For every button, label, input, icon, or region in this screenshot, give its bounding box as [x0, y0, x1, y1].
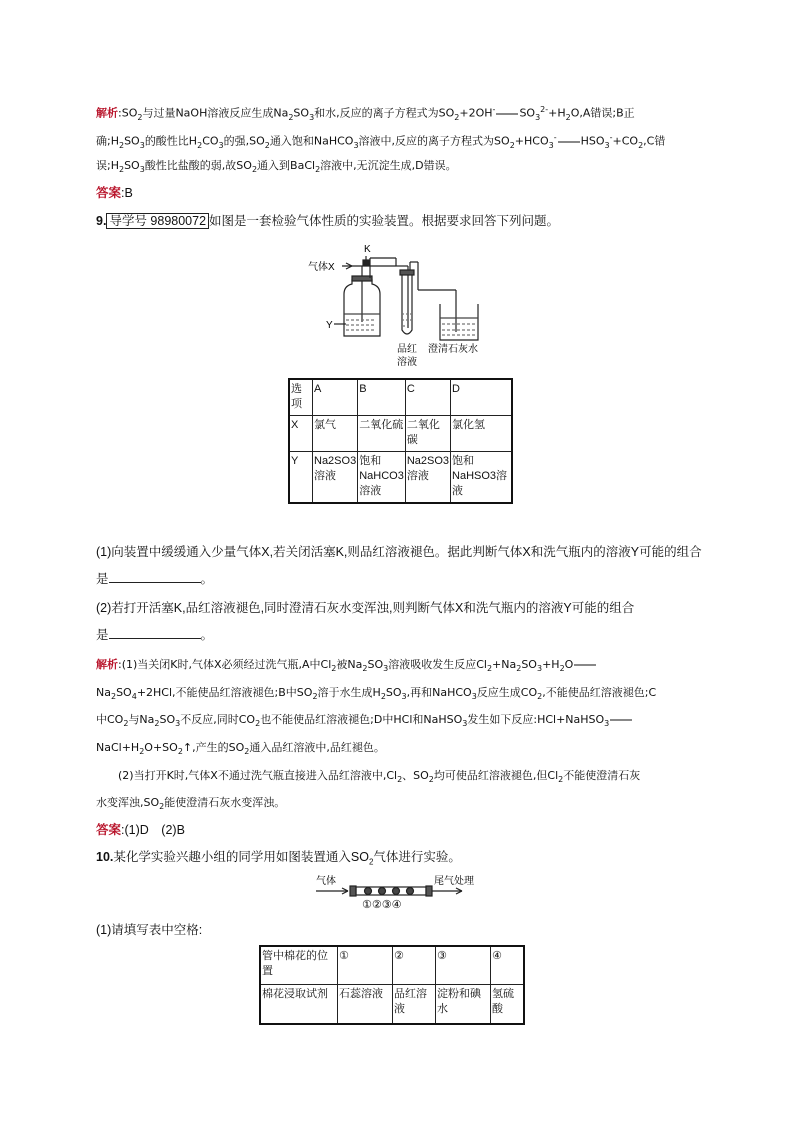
gas-test-apparatus-figure: [300, 238, 500, 370]
analysis-label: 解析: [96, 658, 118, 671]
q9-sub-1: [96, 544, 702, 560]
q10-sub-1: [96, 922, 202, 938]
sub-question-text: 。: [200, 628, 214, 642]
answer-blank[interactable]: [109, 571, 201, 583]
table-cell: X: [289, 415, 313, 451]
table-cell: 氯气: [313, 415, 358, 451]
equals-arrow-icon: [496, 113, 518, 115]
valve-k-label: K: [364, 244, 371, 255]
sub-question-text: 。: [200, 572, 214, 586]
table-cell: 管中棉花的位置: [260, 946, 338, 984]
question-10-stem: 10.某化学实验兴趣小组的同学用如图装置通入$SO_2$气体进行实验。: [96, 850, 461, 867]
table-cell: 饱和NaHCO3溶液: [358, 451, 406, 503]
analysis-1-line-3: 误$;H_2SO_3$酸性比盐酸的弱,故$SO_2$通入到BaCl$_2$溶液中,无沉淀生成,D错误。: [96, 159, 457, 175]
table-cell: 氢硫酸: [491, 984, 525, 1024]
table-cell: 选项: [289, 379, 313, 415]
lime-water-label: 澄清石灰水: [428, 344, 478, 355]
analysis-2-line-5: (2)当打开K时,气体X不通过洗气瓶直接进入品红溶液中$,Cl_2$、$SO_2$均可使品红溶液褪色,但$Cl_2$不能使澄清石灰: [118, 769, 641, 785]
guide-tag: 导学号 98980072: [106, 213, 209, 229]
question-9-stem: [96, 213, 559, 229]
q9-sub-1-answer: [96, 571, 213, 587]
pinhong-label: 品红: [397, 344, 417, 355]
answer-1: [96, 185, 133, 201]
analysis-2-line-2: $Na_2SO_4+2HCl$,不能使品红溶液褪色;B中$SO_2$溶于水生成$H_2SO_3$,再和NaHCO$_3$反应生成$CO_2$,不能使品红溶液褪色;C: [96, 686, 657, 702]
sub-question-text: (2)若打开活塞K,品红溶液褪色,同时澄清石灰水变浑浊,则判断气体X和洗气瓶内的溶液Y可能的组合: [96, 601, 635, 615]
table-cell: A: [313, 379, 358, 415]
answer-label: 答案: [96, 823, 122, 837]
table-cell: Y: [289, 451, 313, 503]
answer-value: :(1)D (2)B: [121, 823, 185, 837]
table-cell: 石蕊溶液: [338, 984, 393, 1024]
table-cell: ②: [393, 946, 436, 984]
equals-arrow-icon: [610, 719, 632, 721]
question-number: 10.: [96, 850, 114, 864]
table-cell: C: [405, 379, 450, 415]
y-label: Y: [326, 320, 333, 331]
equals-arrow-icon: [558, 141, 580, 143]
answer-label: 答案: [96, 186, 122, 200]
answer-2: [96, 822, 185, 838]
position-labels: ①②③④: [362, 898, 402, 911]
equals-arrow-icon: [574, 664, 596, 666]
tail-gas-label: 尾气处理: [434, 876, 474, 887]
analysis-2-line-1: 解析:(1)当关闭K时,气体X必须经过洗气瓶,A中$Cl_2$被$Na_2SO_3$溶液吸收发生反应$Cl_2+Na_2SO_3+H_2O$: [96, 657, 597, 677]
table-cell: 饱和NaHSO3溶液: [451, 451, 513, 503]
sub-question-text: (1)向装置中缓缓通入少量气体X,若关闭活塞K,则品红溶液褪色。据此判断气体X和洗气瓶内的溶液Y可能的组合: [96, 545, 702, 559]
sub-question-text: 是: [96, 572, 109, 586]
q9-sub-2: [96, 600, 634, 616]
sub-question-text: (1)请填写表中空格:: [96, 923, 203, 937]
analysis-1-line-1: 解析$:SO_2$与过量NaOH溶液反应生成$Na_2SO_3$和水,反应的离子方程式为$SO_2+2OH^-$ $SO_3^{2-}+H_2O,A$错误;B正: [96, 105, 635, 122]
analysis-2-line-3: 中$CO_2$与$Na_2SO_3$不反应,同时$CO_2$也不能使品红溶液褪色;D中HCl和NaHSO$_3$发生如下反应:HCl+NaHSO$_3$: [96, 712, 633, 732]
q9-sub-2-answer: [96, 627, 213, 643]
question-text: 如图是一套检验气体性质的实验装置。根据要求回答下列问题。: [209, 214, 560, 228]
table-cell: 棉花浸取试剂: [260, 984, 338, 1024]
table-cell: D: [451, 379, 513, 415]
rongye-label: 溶液: [397, 357, 417, 368]
table-cell: Na2SO3溶液: [405, 451, 450, 503]
table-cell: 二氧化硫: [358, 415, 406, 451]
analysis-2-line-6: 水变浑浊$,SO_2$能使澄清石灰水变浑浊。: [96, 796, 286, 812]
answer-blank[interactable]: [109, 627, 201, 639]
table-cell: B: [358, 379, 406, 415]
gas-label: 气体: [316, 876, 336, 887]
table-cell: ③: [436, 946, 491, 984]
analysis-1-line-2: 确$;H_2SO_3$的酸性比$H_2CO_3$的强$,SO_2$通入饱和NaHCO$_3$溶液中,反应的离子方程式为$SO_2+HCO_3^-$ $HSO_3^-+CO_2,C$错: [96, 133, 666, 150]
analysis-label: 解析: [96, 106, 118, 120]
gas-x-label: 气体X: [308, 262, 335, 273]
table-cell: ④: [491, 946, 525, 984]
table-cell: Na2SO3溶液: [313, 451, 358, 503]
table-cell: 氯化氢: [451, 415, 513, 451]
analysis-2-line-4: $NaCl+H_2O+SO_2↑$,产生的$SO_2$通入品红溶液中,品红褪色。: [96, 741, 385, 757]
table-cell: ①: [338, 946, 393, 984]
tube-apparatus-figure: [312, 873, 482, 913]
q9-option-table: [288, 378, 513, 504]
sub-question-text: 是: [96, 628, 109, 642]
table-cell: 二氧化碳: [405, 415, 450, 451]
q10-cotton-table: [259, 945, 525, 1025]
table-cell: 品红溶液: [393, 984, 436, 1024]
question-number: 9.: [96, 214, 107, 228]
table-cell: 淀粉和碘水: [436, 984, 491, 1024]
answer-value: :B: [121, 186, 133, 200]
